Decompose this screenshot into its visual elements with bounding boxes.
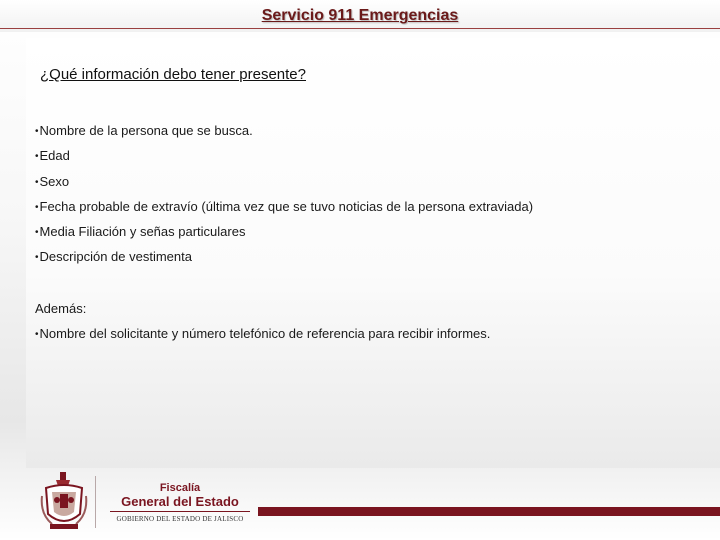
slide-title: Servicio 911 Emergencias [261, 7, 459, 24]
list-item [35, 326, 490, 341]
bullet-icon: • [35, 329, 39, 340]
list-item-text: Nombre del solicitante y número telefónico de referencia para recibir informes. [39, 326, 491, 341]
org-government-line: GOBIERNO DEL ESTADO DE JALISCO [116, 515, 244, 523]
title-divider [0, 28, 720, 29]
bullet-icon: • [35, 202, 39, 213]
list-item-text: Descripción de vestimenta [39, 249, 192, 264]
list-item-text: Nombre de la persona que se busca. [39, 123, 253, 138]
bullet-icon: • [35, 151, 39, 162]
list-item [35, 123, 253, 138]
bullet-icon: • [35, 177, 39, 188]
list-item-text: Media Filiación y señas particulares [39, 224, 246, 239]
list-item [35, 224, 245, 239]
bullet-icon: • [35, 252, 39, 263]
org-name-line1: Fiscalía [159, 482, 201, 494]
list-item-text: Sexo [39, 174, 70, 189]
coat-of-arms-icon [40, 470, 88, 532]
list-item-text: Edad [39, 148, 70, 163]
question-heading: ¿Qué información debo tener presente? [40, 66, 306, 83]
footer-accent-bar [258, 507, 720, 516]
list-item [35, 174, 69, 189]
additional-label: Además: [35, 301, 87, 316]
bullet-icon: • [35, 126, 39, 137]
logo-separator [95, 476, 96, 528]
list-item-text: Fecha probable de extravío (última vez que se tuvo noticias de la persona extraviada) [39, 199, 534, 214]
org-divider [110, 511, 250, 512]
bullet-icon: • [35, 227, 39, 238]
list-item [35, 249, 192, 264]
list-item [35, 148, 70, 163]
org-name-line2: General del Estado [121, 494, 239, 509]
list-item [35, 199, 533, 214]
